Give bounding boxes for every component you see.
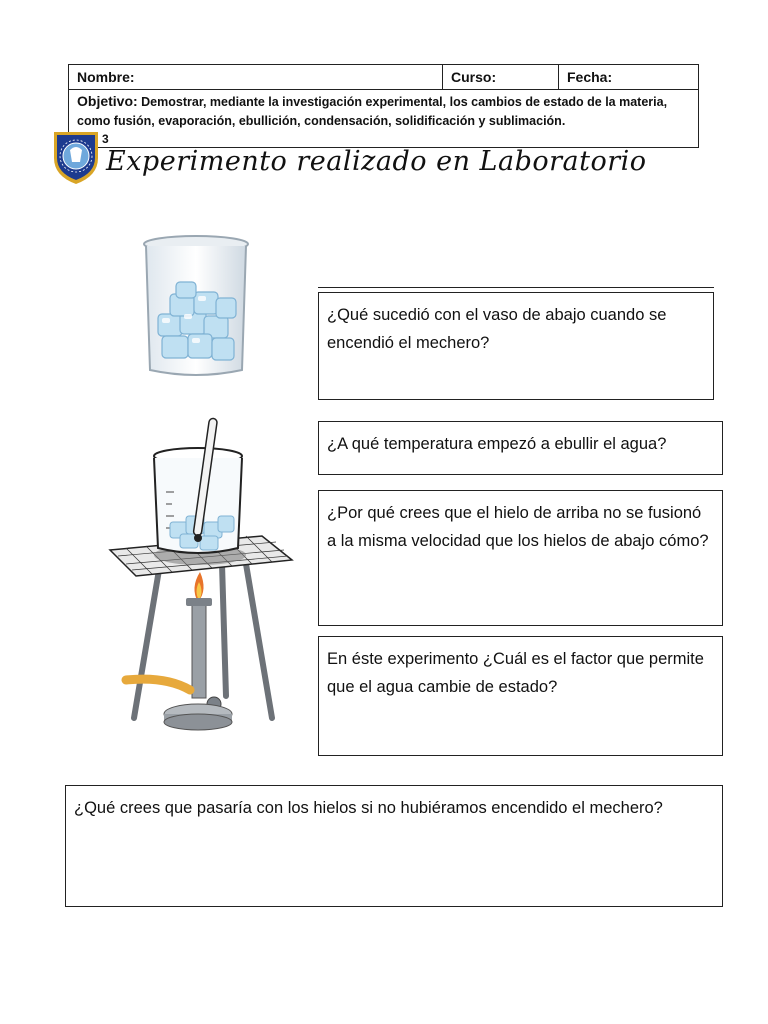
header-table	[68, 64, 699, 148]
question-box-1[interactable]	[318, 292, 714, 400]
question-box-3[interactable]	[318, 490, 723, 626]
bunsen-burner-setup-illustration	[86, 412, 312, 742]
question-4-text: En éste experimento ¿Cuál es el factor que permite que el agua cambie de estado?	[327, 650, 704, 696]
question-1-text: ¿Qué sucedió con el vaso de abajo cuando se encendió el mechero?	[327, 306, 667, 352]
question-3-text: ¿Por qué crees que el hielo de arriba no se fusionó a la misma velocidad que los hielos de abajo cómo?	[327, 504, 709, 550]
page-title: Experimento realizado en Laboratorio	[106, 146, 647, 177]
question-box-2[interactable]	[318, 421, 723, 475]
school-shield-logo	[50, 128, 102, 186]
question-box-4[interactable]	[318, 636, 723, 756]
fecha-label: Fecha:	[567, 69, 613, 85]
objetivo-text: Demostrar, mediante la investigación experimental, los cambios de estado de la materia, como fusión, evaporación, ebullición, condensación, solidificación y sublimación.	[77, 95, 668, 128]
objetivo-label: Objetivo:	[77, 93, 138, 109]
beaker-with-ice-illustration	[136, 232, 256, 382]
section-number: 3	[102, 132, 109, 146]
question-box-5[interactable]	[65, 785, 723, 907]
question-5-text: ¿Qué crees que pasaría con los hielos si no hubiéramos encendido el mechero?	[74, 799, 663, 817]
q1-extra-border	[318, 287, 714, 288]
curso-label: Curso:	[443, 65, 559, 89]
question-2-text: ¿A qué temperatura empezó a ebullir el agua?	[327, 435, 667, 453]
header-row	[69, 65, 698, 90]
objetivo	[77, 92, 687, 131]
nombre-label: Nombre:	[69, 65, 443, 89]
